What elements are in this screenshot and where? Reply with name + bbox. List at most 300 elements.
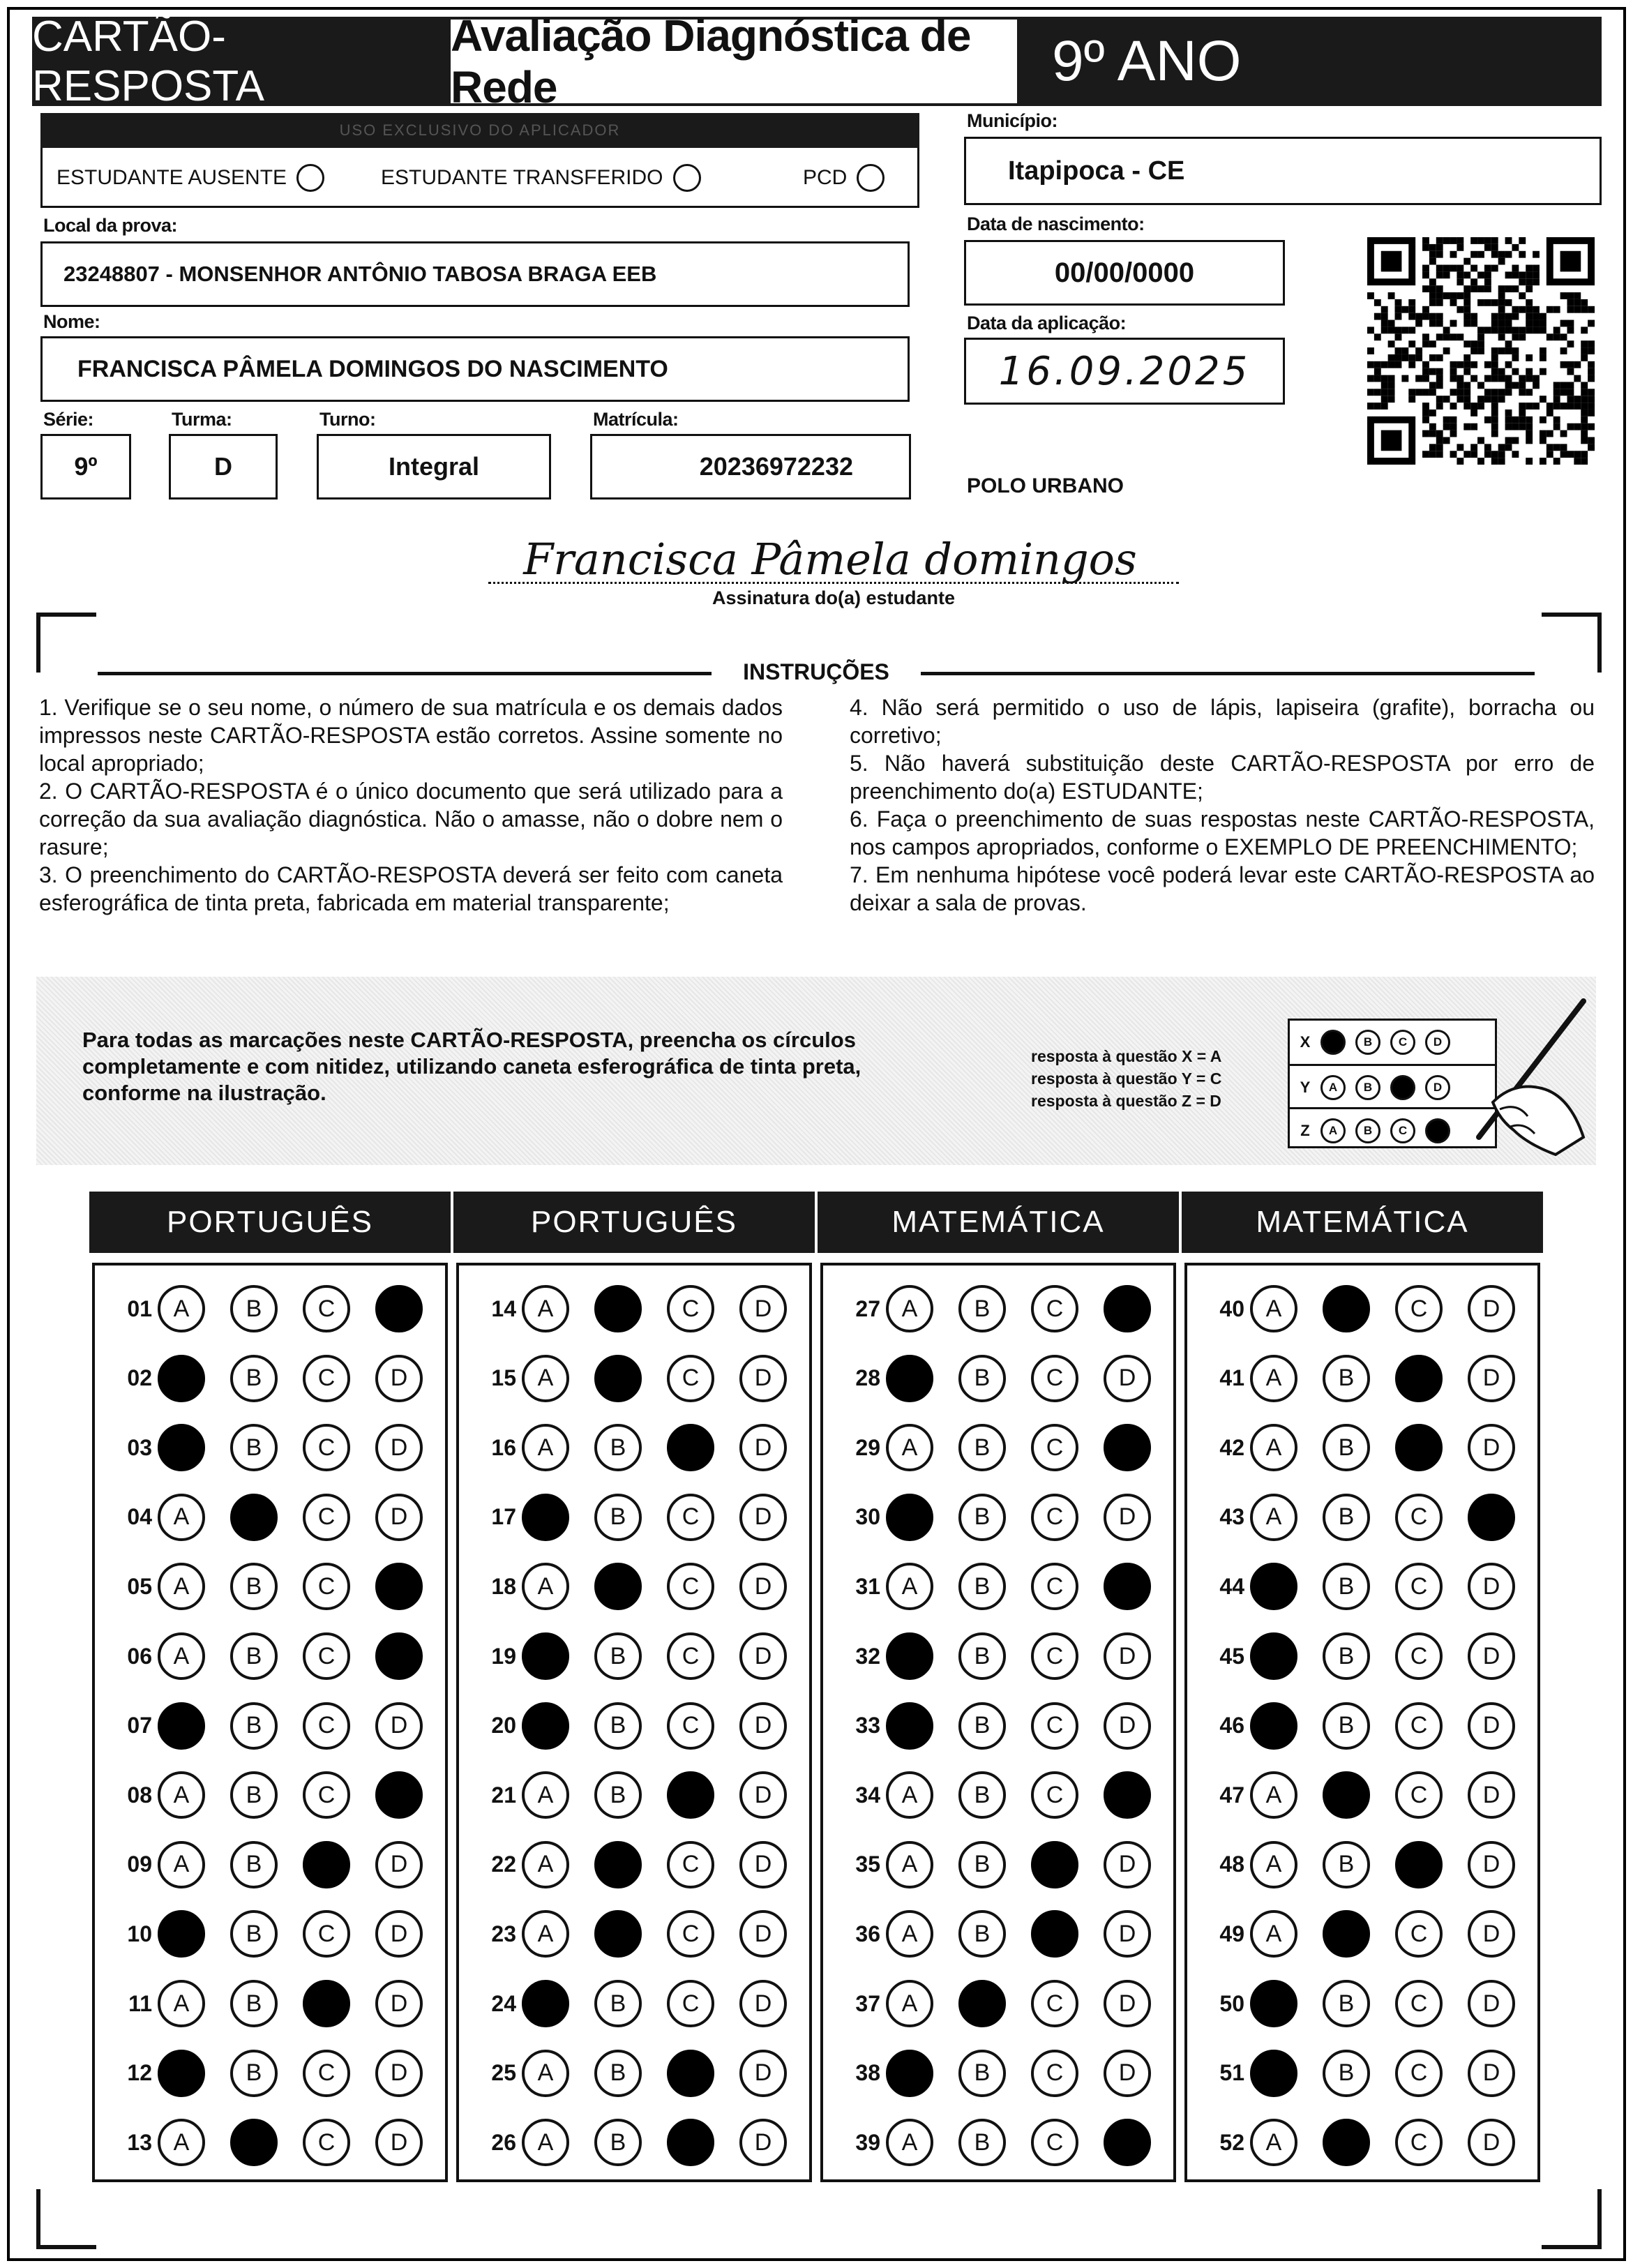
answer-bubble-filled[interactable] — [594, 1910, 642, 1958]
answer-bubble[interactable]: C — [303, 1702, 350, 1750]
question-number: 20 — [491, 1713, 516, 1738]
answer-row — [459, 1344, 812, 1413]
answer-bubble[interactable]: A — [1250, 1355, 1297, 1402]
question-number: 11 — [128, 1990, 152, 2016]
answer-bubble[interactable]: B — [958, 1494, 1006, 1541]
answer-bubble[interactable]: D — [739, 1285, 787, 1332]
answer-bubble[interactable]: C — [1031, 1424, 1078, 1471]
answer-row — [823, 1413, 1176, 1482]
answer-bubble[interactable]: D — [739, 1494, 787, 1541]
answer-bubble-filled[interactable] — [375, 1285, 423, 1332]
answer-section — [456, 1263, 812, 2182]
answer-bubble[interactable]: A — [522, 1563, 569, 1610]
answer-row — [95, 1760, 448, 1830]
answer-bubble-filled[interactable] — [1323, 1285, 1370, 1332]
answer-bubble[interactable]: C — [667, 1285, 714, 1332]
reserved-bar: USO EXCLUSIVO DO APLICADOR — [40, 113, 919, 148]
answer-bubble-filled[interactable] — [522, 1702, 569, 1750]
signature-label: Assinatura do(a) estudante — [712, 587, 956, 608]
answer-bubble[interactable]: D — [1104, 1632, 1151, 1680]
answer-bubble[interactable]: C — [1395, 1285, 1443, 1332]
answer-bubble-filled[interactable] — [303, 1980, 350, 2027]
answer-bubble[interactable]: D — [739, 1632, 787, 1680]
answer-bubble[interactable]: D — [1104, 1355, 1151, 1402]
answer-bubble[interactable]: B — [1323, 1702, 1370, 1750]
answer-bubble[interactable]: A — [886, 1285, 933, 1332]
answer-bubble[interactable]: D — [739, 2119, 787, 2166]
answer-bubble[interactable]: B — [230, 1841, 278, 1888]
answer-bubble[interactable]: A — [158, 1980, 205, 2027]
answer-bubble[interactable]: C — [667, 1632, 714, 1680]
answer-bubble[interactable]: C — [1031, 1285, 1078, 1332]
answer-row — [95, 1969, 448, 2038]
answer-bubble[interactable]: C — [303, 2119, 350, 2166]
answer-bubble[interactable]: D — [375, 1424, 423, 1471]
answer-row — [459, 1760, 812, 1830]
answer-bubble[interactable]: D — [739, 1563, 787, 1610]
answer-bubble[interactable]: D — [1468, 1910, 1515, 1958]
answer-bubble[interactable]: B — [230, 1563, 278, 1610]
answer-bubble[interactable]: C — [303, 1563, 350, 1610]
birth-label: Data de nascimento: — [967, 213, 1145, 234]
answer-bubble-filled[interactable] — [158, 1424, 205, 1471]
answer-bubble[interactable]: A — [1250, 1424, 1297, 1471]
answer-bubble[interactable]: D — [375, 2050, 423, 2097]
answer-bubble-filled[interactable] — [1395, 1841, 1443, 1888]
answer-bubble[interactable]: C — [1031, 1771, 1078, 1819]
answer-bubble[interactable]: B — [958, 1424, 1006, 1471]
answer-bubble[interactable]: B — [230, 1980, 278, 2027]
answer-bubble[interactable]: B — [230, 1285, 278, 1332]
answer-bubble[interactable]: A — [158, 1285, 205, 1332]
question-number: 25 — [491, 2060, 516, 2086]
answer-row — [823, 2108, 1176, 2177]
answer-bubble[interactable]: A — [158, 1494, 205, 1541]
answer-bubble[interactable]: D — [1468, 1424, 1515, 1471]
answer-bubble[interactable]: A — [522, 1910, 569, 1958]
answer-row — [459, 1691, 812, 1761]
answer-bubble[interactable]: D — [1468, 1702, 1515, 1750]
question-number: 24 — [491, 1990, 516, 2016]
answer-bubble[interactable]: C — [1395, 1980, 1443, 2027]
answer-bubble[interactable]: C — [303, 1910, 350, 1958]
answer-bubble-filled[interactable] — [230, 1494, 278, 1541]
example-bubble: C — [1390, 1118, 1415, 1143]
answer-bubble[interactable]: C — [1395, 1771, 1443, 1819]
status-transferred[interactable] — [381, 148, 701, 208]
answer-bubble-filled[interactable] — [522, 1494, 569, 1541]
answer-row — [823, 1830, 1176, 1900]
answer-bubble[interactable]: A — [1250, 2119, 1297, 2166]
answer-bubble[interactable]: C — [1031, 1494, 1078, 1541]
answer-bubble-filled[interactable] — [886, 1355, 933, 1402]
answer-bubble[interactable]: C — [1395, 1632, 1443, 1680]
answer-bubble[interactable]: D — [1468, 1285, 1515, 1332]
question-number: 33 — [855, 1713, 880, 1738]
status-absent-label: ESTUDANTE AUSENTE — [57, 166, 287, 189]
corner-mark-top-left — [36, 613, 96, 673]
question-number: 06 — [127, 1643, 152, 1669]
answer-bubble[interactable]: B — [958, 1563, 1006, 1610]
answer-bubble[interactable]: C — [1395, 2050, 1443, 2097]
answer-bubble[interactable]: C — [303, 1632, 350, 1680]
birth-field: 00/00/0000 — [964, 240, 1285, 306]
class-label: Turma: — [172, 409, 232, 430]
answer-bubble[interactable]: D — [1468, 2119, 1515, 2166]
instructions-title: INSTRUÇÕES — [718, 659, 914, 685]
qr-code-icon — [1367, 237, 1595, 465]
hand-pen-icon — [1451, 998, 1590, 1158]
answer-bubble[interactable]: B — [1323, 1841, 1370, 1888]
question-number: 34 — [855, 1782, 880, 1808]
answer-bubble-filled[interactable] — [1323, 2119, 1370, 2166]
legend-line: resposta à questão Y = C — [1031, 1069, 1222, 1088]
answer-bubble-filled[interactable] — [1104, 1563, 1151, 1610]
question-number: 51 — [1219, 2060, 1244, 2086]
answer-bubble[interactable]: C — [1395, 2119, 1443, 2166]
answer-bubble[interactable]: A — [1250, 1910, 1297, 1958]
answer-bubble[interactable]: D — [1104, 1494, 1151, 1541]
answer-bubble[interactable]: C — [667, 1355, 714, 1402]
answer-bubble-filled[interactable] — [667, 2050, 714, 2097]
answer-bubble-filled[interactable] — [594, 1841, 642, 1888]
answer-bubble-filled[interactable] — [1250, 1632, 1297, 1680]
question-number: 32 — [855, 1643, 880, 1669]
answer-bubble[interactable]: A — [1250, 1494, 1297, 1541]
answer-bubble[interactable]: A — [886, 1771, 933, 1819]
answer-bubble[interactable]: C — [667, 1980, 714, 2027]
answer-bubble[interactable]: C — [1395, 1910, 1443, 1958]
answer-bubble[interactable]: D — [375, 1980, 423, 2027]
answer-bubble[interactable]: A — [522, 1285, 569, 1332]
answer-bubble[interactable]: D — [375, 1702, 423, 1750]
answer-bubble[interactable]: B — [594, 1424, 642, 1471]
answer-bubble[interactable]: B — [958, 2050, 1006, 2097]
answer-bubble[interactable]: D — [1468, 2050, 1515, 2097]
answer-bubble[interactable]: C — [667, 1841, 714, 1888]
answer-bubble[interactable]: D — [375, 1910, 423, 1958]
answer-bubble[interactable]: B — [594, 1494, 642, 1541]
answer-bubble[interactable]: A — [158, 1563, 205, 1610]
answer-bubble[interactable]: C — [667, 1702, 714, 1750]
answer-bubble[interactable]: C — [1031, 1632, 1078, 1680]
answer-bubble-filled[interactable] — [303, 1841, 350, 1888]
answer-bubble[interactable]: A — [886, 1910, 933, 1958]
answer-bubble-filled[interactable] — [1104, 1285, 1151, 1332]
answer-bubble[interactable]: C — [1031, 1563, 1078, 1610]
answer-bubble-filled[interactable] — [1468, 1494, 1515, 1541]
answer-row — [95, 2108, 448, 2177]
question-number: 15 — [491, 1365, 516, 1391]
example-bubble — [1320, 1030, 1346, 1055]
answer-bubble[interactable]: A — [522, 1841, 569, 1888]
answer-bubble[interactable]: A — [886, 1424, 933, 1471]
question-number: 50 — [1219, 1990, 1244, 2016]
answer-bubble[interactable]: D — [1104, 1702, 1151, 1750]
question-number: 26 — [491, 2129, 516, 2155]
answer-bubble[interactable]: B — [958, 2119, 1006, 2166]
instructions-left — [39, 693, 783, 917]
answer-bubble-filled[interactable] — [1323, 1910, 1370, 1958]
question-number: 22 — [491, 1852, 516, 1877]
answer-bubble[interactable]: D — [1468, 1980, 1515, 2027]
answer-bubble[interactable]: C — [303, 1424, 350, 1471]
answer-bubble[interactable]: C — [1031, 1702, 1078, 1750]
answer-bubble[interactable]: B — [594, 1980, 642, 2027]
answer-bubble[interactable]: D — [375, 2119, 423, 2166]
corner-mark-top-right — [1542, 613, 1602, 673]
instruction-item: 7. Em nenhuma hipótese você poderá levar este CARTÃO-RESPOSTA ao deixar a sala de provas. — [850, 862, 1595, 915]
answer-bubble-filled[interactable] — [886, 1494, 933, 1541]
answer-bubble-filled[interactable] — [1031, 1841, 1078, 1888]
answer-bubble[interactable]: D — [1104, 1910, 1151, 1958]
example-bubble: B — [1355, 1030, 1380, 1055]
answer-bubble-filled[interactable] — [158, 2050, 205, 2097]
answer-bubble-filled[interactable] — [1250, 1702, 1297, 1750]
answer-bubble-filled[interactable] — [667, 2119, 714, 2166]
filling-example-text: Para todas as marcações neste CARTÃO-RESPOSTA, preencha os círculos completamente e com nitidez, utilizando caneta esferográfica de tinta preta, conforme na ilustração. — [82, 1028, 861, 1105]
answer-bubble-filled[interactable] — [594, 1563, 642, 1610]
answer-bubble-filled[interactable] — [1104, 1771, 1151, 1819]
answer-bubble[interactable]: C — [303, 1771, 350, 1819]
answer-bubble-filled[interactable] — [1104, 1424, 1151, 1471]
answer-bubble[interactable]: B — [1323, 1494, 1370, 1541]
question-number: 27 — [855, 1296, 880, 1321]
answer-bubble[interactable]: C — [303, 1285, 350, 1332]
answer-row — [823, 1691, 1176, 1761]
answer-bubble[interactable]: D — [739, 1355, 787, 1402]
answer-bubble[interactable]: C — [1395, 1563, 1443, 1610]
answer-bubble[interactable]: A — [886, 1841, 933, 1888]
answer-bubble[interactable]: D — [375, 1841, 423, 1888]
answer-bubble-filled[interactable] — [667, 1771, 714, 1819]
answer-bubble[interactable]: C — [1395, 1702, 1443, 1750]
answer-row — [459, 1899, 812, 1969]
answer-row — [1187, 1969, 1540, 2038]
answer-bubble[interactable]: C — [1031, 2050, 1078, 2097]
answer-bubble-filled[interactable] — [158, 1910, 205, 1958]
answer-section — [1184, 1263, 1540, 2182]
answer-bubble[interactable]: D — [739, 1702, 787, 1750]
answer-bubble[interactable]: A — [158, 1632, 205, 1680]
answer-row — [95, 1552, 448, 1621]
answer-bubble-filled[interactable] — [375, 1771, 423, 1819]
answer-bubble[interactable]: B — [230, 1771, 278, 1819]
question-number: 48 — [1219, 1852, 1244, 1877]
answer-bubble-filled[interactable] — [1395, 1355, 1443, 1402]
answer-bubble[interactable]: B — [1323, 1980, 1370, 2027]
answer-bubble[interactable]: B — [958, 1841, 1006, 1888]
status-absent[interactable] — [57, 148, 324, 208]
answer-section — [820, 1263, 1176, 2182]
answer-bubble[interactable]: B — [230, 1355, 278, 1402]
answer-bubble[interactable]: A — [1250, 1285, 1297, 1332]
answer-bubble[interactable]: B — [1323, 1355, 1370, 1402]
answer-bubble-filled[interactable] — [594, 1285, 642, 1332]
answer-bubble-filled[interactable] — [1250, 1980, 1297, 2027]
question-number: 44 — [1219, 1573, 1244, 1599]
question-number: 10 — [127, 1921, 152, 1946]
answer-bubble[interactable]: B — [594, 2119, 642, 2166]
answer-bubble-filled[interactable] — [522, 1632, 569, 1680]
status-pcd[interactable] — [803, 148, 885, 208]
answer-bubble[interactable]: B — [1323, 1563, 1370, 1610]
question-number: 29 — [855, 1434, 880, 1460]
answer-bubble[interactable]: D — [1104, 2050, 1151, 2097]
answer-row — [1187, 1830, 1540, 1900]
answer-bubble[interactable]: A — [886, 2119, 933, 2166]
exam-place-label: Local da prova: — [43, 215, 178, 236]
answer-row — [95, 1274, 448, 1344]
answer-bubble[interactable]: D — [1468, 1563, 1515, 1610]
polo-label: POLO URBANO — [967, 474, 1124, 497]
answer-bubble[interactable]: A — [158, 2119, 205, 2166]
answer-bubble-filled[interactable] — [375, 1632, 423, 1680]
answer-bubble[interactable]: A — [522, 1771, 569, 1819]
answer-bubble[interactable]: D — [1104, 1980, 1151, 2027]
answer-bubble-filled[interactable] — [1395, 1424, 1443, 1471]
answer-bubble[interactable]: C — [667, 1563, 714, 1610]
answer-bubble[interactable]: D — [739, 1771, 787, 1819]
answer-bubble[interactable]: C — [303, 2050, 350, 2097]
answer-bubble[interactable]: B — [958, 1632, 1006, 1680]
answer-bubble-filled[interactable] — [1104, 2119, 1151, 2166]
answer-bubble[interactable]: D — [1468, 1841, 1515, 1888]
answer-bubble-filled[interactable] — [522, 1980, 569, 2027]
answer-bubble[interactable]: B — [594, 1771, 642, 1819]
answer-bubble[interactable]: D — [375, 1494, 423, 1541]
answer-bubble[interactable]: C — [1031, 1355, 1078, 1402]
answer-bubble-filled[interactable] — [158, 1702, 205, 1750]
answer-bubble[interactable]: C — [1395, 1494, 1443, 1541]
answer-bubble-filled[interactable] — [886, 2050, 933, 2097]
answer-bubble[interactable]: D — [1104, 1841, 1151, 1888]
answer-row — [1187, 1760, 1540, 1830]
answer-row — [95, 2038, 448, 2108]
answer-bubble[interactable]: D — [1468, 1632, 1515, 1680]
answer-bubble[interactable]: B — [1323, 2050, 1370, 2097]
answer-bubble-filled[interactable] — [1323, 1771, 1370, 1819]
answer-bubble[interactable]: B — [230, 1702, 278, 1750]
answer-row — [95, 1344, 448, 1413]
answer-bubble[interactable]: C — [667, 1910, 714, 1958]
question-number: 47 — [1219, 1782, 1244, 1808]
answer-bubble-filled[interactable] — [594, 1355, 642, 1402]
answer-bubble[interactable]: B — [230, 1632, 278, 1680]
answer-bubble[interactable]: A — [1250, 1771, 1297, 1819]
answer-row — [1187, 1552, 1540, 1621]
answer-row — [823, 1760, 1176, 1830]
answer-bubble[interactable]: B — [594, 1702, 642, 1750]
answer-bubble-filled[interactable] — [1250, 2050, 1297, 2097]
answer-row — [823, 1899, 1176, 1969]
answer-bubble[interactable]: B — [230, 2050, 278, 2097]
status-absent-circle[interactable] — [296, 164, 324, 192]
status-pcd-circle[interactable] — [857, 164, 885, 192]
answer-row — [459, 1552, 812, 1621]
status-transferred-label: ESTUDANTE TRANSFERIDO — [381, 166, 663, 189]
answer-bubble[interactable]: D — [1468, 1771, 1515, 1819]
question-number: 04 — [127, 1504, 152, 1530]
answer-bubble-filled[interactable] — [375, 1563, 423, 1610]
answer-bubble[interactable]: B — [958, 1771, 1006, 1819]
answer-bubble[interactable]: D — [739, 1841, 787, 1888]
answer-bubble[interactable]: D — [1468, 1355, 1515, 1402]
answer-bubble[interactable]: D — [739, 1910, 787, 1958]
signature-line — [488, 582, 1179, 584]
answer-bubble[interactable]: A — [522, 2119, 569, 2166]
status-transferred-circle[interactable] — [673, 164, 701, 192]
series-field: 9º — [40, 434, 131, 500]
answer-bubble-filled[interactable] — [667, 1424, 714, 1471]
answer-bubble[interactable]: B — [594, 2050, 642, 2097]
answer-bubble[interactable]: A — [1250, 1841, 1297, 1888]
question-number: 08 — [127, 1782, 152, 1808]
answer-bubble[interactable]: B — [230, 1910, 278, 1958]
answer-bubble[interactable]: C — [1031, 1980, 1078, 2027]
answer-row — [823, 1621, 1176, 1691]
answer-bubble[interactable]: A — [886, 1980, 933, 2027]
exam-place-field: 23248807 - MONSENHOR ANTÔNIO TABOSA BRAGA EEB — [40, 241, 910, 307]
answer-bubble[interactable]: A — [886, 1563, 933, 1610]
answer-bubble-filled[interactable] — [158, 1355, 205, 1402]
answer-bubble[interactable]: C — [667, 1494, 714, 1541]
answer-bubble-filled[interactable] — [958, 1980, 1006, 2027]
answer-bubble[interactable]: A — [158, 1841, 205, 1888]
application-field: 16.09.2025 — [964, 338, 1285, 405]
instruction-item: 3. O preenchimento do CARTÃO-RESPOSTA deverá ser feito com caneta esferográfica de tinta preta, fabricada em material transparente; — [39, 862, 783, 915]
answer-bubble[interactable]: B — [958, 1355, 1006, 1402]
question-number: 38 — [855, 2060, 880, 2086]
answer-bubble[interactable]: C — [303, 1355, 350, 1402]
answer-bubble[interactable]: D — [739, 2050, 787, 2097]
corner-mark-bottom-left — [36, 2189, 96, 2249]
answer-bubble[interactable]: C — [1031, 2119, 1078, 2166]
answer-bubble[interactable]: B — [1323, 1632, 1370, 1680]
example-bubble — [1390, 1075, 1415, 1100]
answer-bubble[interactable]: B — [594, 1632, 642, 1680]
enrollment-field: 20236972232 — [590, 434, 911, 500]
answer-bubble[interactable]: C — [303, 1494, 350, 1541]
answer-bubble[interactable]: D — [739, 1424, 787, 1471]
answer-row — [1187, 1899, 1540, 1969]
answer-bubble[interactable]: B — [958, 1910, 1006, 1958]
answer-row — [459, 1830, 812, 1900]
answer-bubble-filled[interactable] — [1031, 1910, 1078, 1958]
answer-bubble[interactable]: B — [1323, 1424, 1370, 1471]
card-title: CARTÃO-RESPOSTA — [32, 17, 451, 106]
example-row-label: X — [1300, 1033, 1311, 1051]
answer-bubble-filled[interactable] — [886, 1632, 933, 1680]
answer-bubble[interactable]: A — [522, 1424, 569, 1471]
instructions-divider-right — [921, 672, 1535, 675]
answer-bubble[interactable]: D — [375, 1355, 423, 1402]
answer-bubble[interactable]: B — [958, 1285, 1006, 1332]
answer-bubble-filled[interactable] — [1250, 1563, 1297, 1610]
answer-bubble[interactable]: A — [522, 1355, 569, 1402]
answer-bubble-filled[interactable] — [230, 2119, 278, 2166]
question-number: 13 — [127, 2129, 152, 2155]
answer-bubble[interactable]: A — [158, 1771, 205, 1819]
answer-row — [95, 1621, 448, 1691]
answer-bubble-filled[interactable] — [886, 1702, 933, 1750]
answer-bubble[interactable]: B — [958, 1702, 1006, 1750]
answer-bubble[interactable]: D — [739, 1980, 787, 2027]
answer-bubble[interactable]: B — [230, 1424, 278, 1471]
question-number: 17 — [491, 1504, 516, 1530]
status-pcd-label: PCD — [803, 166, 848, 189]
answer-bubble[interactable]: A — [522, 2050, 569, 2097]
